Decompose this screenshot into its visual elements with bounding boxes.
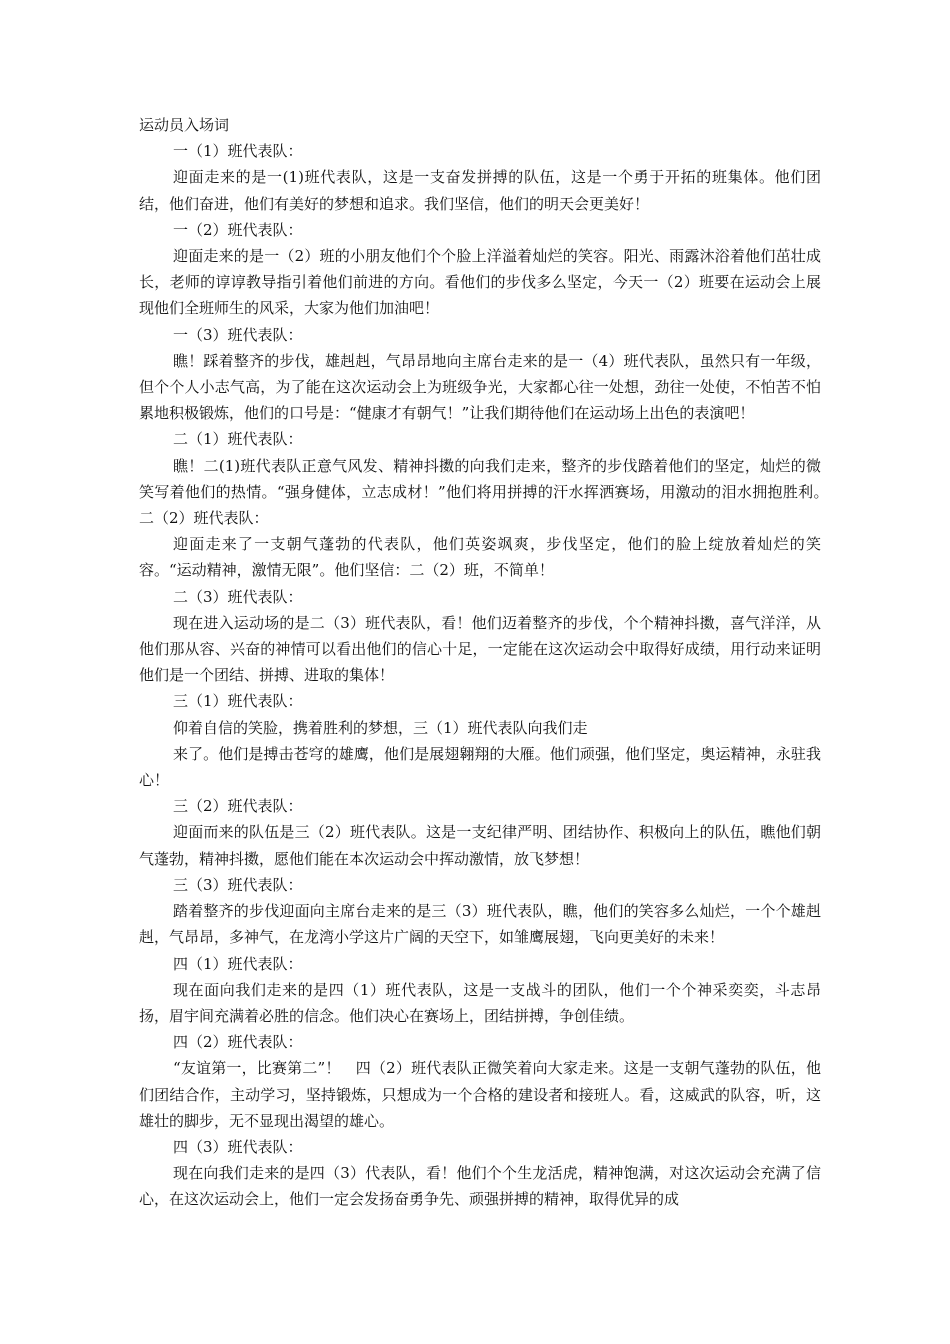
- class-heading: 四（3）班代表队：: [173, 1137, 303, 1156]
- class-heading: 三（2）班代表队：: [173, 797, 303, 816]
- paragraph: 瞧！二(1)班代表队正意气风发、精神抖擞的向我们走来，整齐的步伐踏着他们的坚定，灿烂的微笑写着他们的热情。“强身健体，立志成材！”他们将用拼搏的汗水挥洒赛场，用激动的泪水拥抱胜利。 二（2）班代表队：: [139, 456, 837, 528]
- paragraph: “友谊第一，比赛第二”！ 四（2）班代表队正微笑着向大家走来。这是一支朝气蓬勃的队伍，他们团结合作，主动学习，坚持锻炼，只想成为一个合格的建设者和接班人。看，这威武的队容，听，这雄壮的脚步，无不显现出渴望的雄心。: [139, 1059, 821, 1130]
- paragraph: 迎面走来的是一(1)班代表队，这是一支奋发拼搏的队伍，这是一个勇于开拓的班集体。他们团结，他们奋进，他们有美好的梦想和追求。我们坚信，他们的明天会更美好！: [139, 168, 821, 213]
- paragraph: 现在面向我们走来的是四（1）班代表队，这是一支战斗的团队，他们一个个神采奕奕，斗志昂扬，眉宇间充满着必胜的信念。他们决心在赛场上，团结拼搏，争创佳绩。: [139, 980, 821, 1025]
- class-heading: 一（3）班代表队：: [173, 325, 303, 344]
- class-heading: 一（1）班代表队：: [173, 142, 303, 161]
- paragraph: 来了。他们是搏击苍穹的雄鹰，他们是展翅翱翔的大雁。他们顽强，他们坚定，奥运精神，永驻我心！: [139, 744, 821, 790]
- class-heading: 一（2）班代表队：: [173, 220, 303, 239]
- document-body: [139, 138, 837, 1212]
- class-heading: 二（1）班代表队：: [173, 430, 303, 449]
- class-heading: 四（1）班代表队：: [173, 954, 303, 973]
- paragraph: 迎面而来的队伍是三（2）班代表队。这是一支纪律严明、团结协作、积极向上的队伍，瞧他们朝气蓬勃，精神抖擞，愿他们能在本次运动会中挥动激情，放飞梦想！: [139, 823, 821, 868]
- paragraph: 瞧！踩着整齐的步伐，雄赳赳，气昂昂地向主席台走来的是一（4）班代表队，虽然只有一年级，但个个人小志气高，为了能在这次运动会上为班级争光，大家都心往一处想，劲往一处使，不怕苦不怕累地积极锻炼，他们的口号是：“健康才有朝气！”让我们期待他们在运动场上出色的表演吧！: [139, 351, 821, 423]
- class-heading: 三（1）班代表队：: [173, 692, 303, 711]
- paragraph: 现在向我们走来的是四（3）代表队，看！他们个个生龙活虎，精神饱满，对这次运动会充满了信心，在这次运动会上，他们一定会发扬奋勇争先、顽强拼搏的精神，取得优异的成: [139, 1164, 821, 1209]
- document-title: 运动员入场词: [139, 116, 230, 134]
- paragraph: 仰着自信的笑脸，携着胜利的梦想，三（1）班代表队向我们走: [173, 718, 588, 737]
- paragraph: 迎面走来了一支朝气蓬勃的代表队，他们英姿飒爽，步伐坚定，他们的脸上绽放着灿烂的笑容。“运动精神，激情无限”。他们坚信：二（2）班，不简单！: [139, 535, 821, 580]
- paragraph: 现在进入运动场的是二（3）班代表队，看！他们迈着整齐的步伐，个个精神抖擞，喜气洋洋，从他们那从容、兴奋的神情可以看出他们的信心十足，一定能在这次运动会中取得好成绩，用行动来证明他们是一个团结、拼搏、进取的集体！: [139, 613, 821, 685]
- paragraph: 踏着整齐的步伐迎面向主席台走来的是三（3）班代表队，瞧，他们的笑容多么灿烂，一个个雄赳赳，气昂昂，多神气，在龙湾小学这片广阔的天空下，如雏鹰展翅，飞向更美好的未来！: [139, 902, 821, 947]
- class-heading: 三（3）班代表队：: [173, 875, 303, 894]
- paragraph: 迎面走来的是一（2）班的小朋友他们个个脸上洋溢着灿烂的笑容。阳光、雨露沐浴着他们茁壮成长，老师的谆谆教导指引着他们前进的方向。看他们的步伐多么坚定，今天一（2）班要在运动会上展现他们全班师生的风采，大家为他们加油吧！: [139, 247, 821, 318]
- class-heading: 二（3）班代表队：: [173, 587, 303, 606]
- class-heading: 四（2）班代表队：: [173, 1033, 303, 1052]
- document-page: [139, 112, 837, 1213]
